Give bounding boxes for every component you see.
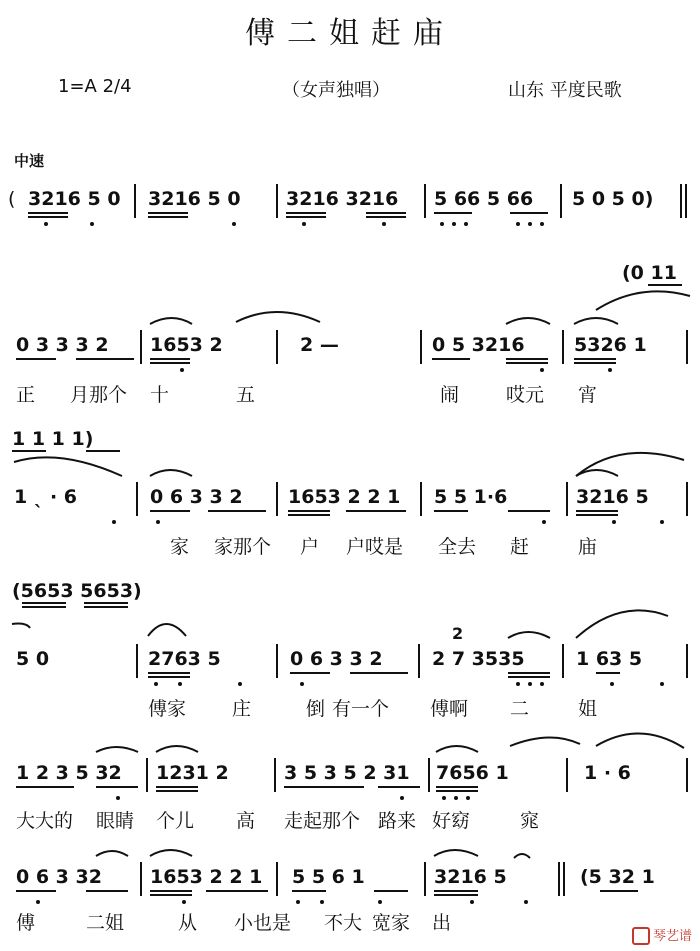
grace-note: 2 [452, 624, 464, 643]
measure-3: 3 5 3 5 2 31 [284, 762, 410, 784]
measure-1: 0 6 3 32 [16, 866, 102, 888]
measure-3: 1653 2 2 1 [288, 486, 401, 508]
measure-4: 7656 1 [436, 762, 509, 784]
lyric: 宵 [578, 384, 598, 406]
measure-5: 3216 5 [576, 486, 649, 508]
lyric: 五 [236, 384, 256, 406]
measure-3: 2 — [300, 334, 339, 356]
slur [576, 453, 684, 476]
measure-2: 1231 2 [156, 762, 229, 784]
lyric: 二 [510, 698, 530, 720]
fermata [514, 854, 530, 858]
lyric: 宽家 [372, 912, 411, 934]
measure-4: 5 66 5 66 [434, 188, 534, 210]
lyric: 闹 [440, 384, 460, 406]
lyric: 个儿 [156, 810, 195, 832]
measure-5: (5 32 1 [580, 866, 655, 888]
song-title: 傅二姐赶庙 [245, 16, 455, 51]
song-source: 山东 平度民歌 [508, 80, 622, 101]
slur [12, 624, 30, 629]
lyric: 十 [150, 384, 170, 406]
lyric: 全去 [438, 536, 477, 558]
slur [576, 610, 668, 638]
slur [436, 746, 478, 752]
slur [96, 851, 128, 856]
lyric: 家 [170, 536, 190, 558]
lyric: 有一个 [332, 698, 390, 720]
measure-5: 5 0 5 0) [572, 188, 654, 210]
measure-4: 5 5 1·6 [434, 486, 508, 508]
lyric: 傅啊 [430, 698, 469, 720]
measure-3: 3216 3216 [286, 188, 399, 210]
lyric: 庙 [578, 536, 598, 558]
lyric: 傅家 [148, 698, 187, 720]
lyric: 好窈 [432, 810, 471, 832]
slur [510, 737, 580, 746]
measure-2: 1653 2 2 1 [150, 866, 263, 888]
slur [14, 457, 122, 476]
lyric: 傅 [16, 912, 36, 934]
measure-1: 3216 5 0 [28, 188, 121, 210]
measure-5: 5326 1 [574, 334, 647, 356]
lyric: 倒 [306, 698, 326, 720]
lyric: 高 [236, 810, 256, 832]
performance-note: （女声独唱） [282, 80, 390, 101]
measure-2: 3216 5 0 [148, 188, 241, 210]
measure-5: 1 63 5 [576, 648, 643, 670]
lyric: 走起那个 [284, 810, 361, 832]
lyric: 从 [178, 912, 198, 934]
opening-parenthesis: ( [8, 188, 16, 210]
measure-3: 0 6 3 3 2 [290, 648, 383, 670]
watermark [632, 925, 692, 946]
lyric: 二姐 [86, 912, 125, 934]
slur [574, 318, 618, 324]
slur [150, 850, 192, 856]
interlude-notes: (0 11 [622, 262, 677, 284]
measure-1: 1 2 3 5 32 [16, 762, 122, 784]
lyric: 庄 [232, 698, 252, 720]
lyric: 不大 [324, 912, 363, 934]
interlude-notes: (5653 5653) [12, 580, 142, 602]
lyric: 户哎是 [346, 536, 404, 558]
key-and-time-signature: 1=A 2/4 [58, 76, 132, 97]
lyric: 姐 [578, 698, 598, 720]
lyric: 眼睛 [96, 810, 135, 832]
measure-2: 2763 5 [148, 648, 221, 670]
slur [148, 624, 186, 636]
measure-1: 5 0 [16, 648, 50, 670]
slur [596, 291, 690, 310]
lyric: 月那个 [70, 384, 128, 406]
slur [508, 632, 550, 638]
lyric: 出 [432, 912, 452, 934]
slur [150, 470, 192, 476]
slur [96, 747, 138, 752]
logo-icon [632, 927, 650, 945]
measure-4: 3216 5 [434, 866, 507, 888]
measure-2: 0 6 3 3 2 [150, 486, 243, 508]
lyric: 窕 [520, 810, 540, 832]
lyric: 正 [16, 384, 36, 406]
lyric: 哎元 [506, 384, 545, 406]
lyric: 户 [300, 536, 320, 558]
measure-1: 0 3 3 3 2 [16, 334, 109, 356]
lyric: 小也是 [234, 912, 292, 934]
watermark-text: 琴艺谱 [652, 928, 692, 944]
tempo-marking: 中速 [14, 152, 45, 170]
interlude-notes: 1 1 1 1) [12, 428, 94, 450]
slur [236, 312, 320, 322]
measure-5: 1 · 6 [584, 762, 631, 784]
slur [596, 733, 684, 748]
lyric: 家那个 [214, 536, 272, 558]
slur [150, 318, 192, 324]
lyric: 路来 [378, 810, 417, 832]
lyric: 大大的 [16, 810, 74, 832]
measure-2: 1653 2 [150, 334, 223, 356]
measure-4: 2 7 3535 [432, 648, 525, 670]
measure-1: 1 ˎ · 6 [14, 486, 78, 508]
slur [156, 746, 198, 752]
measure-4: 0 5 3216 [432, 334, 525, 356]
lyric: 赶 [510, 536, 530, 558]
slur [506, 318, 550, 324]
measure-3: 5 5 6 1 [292, 866, 365, 888]
slur [434, 850, 478, 856]
